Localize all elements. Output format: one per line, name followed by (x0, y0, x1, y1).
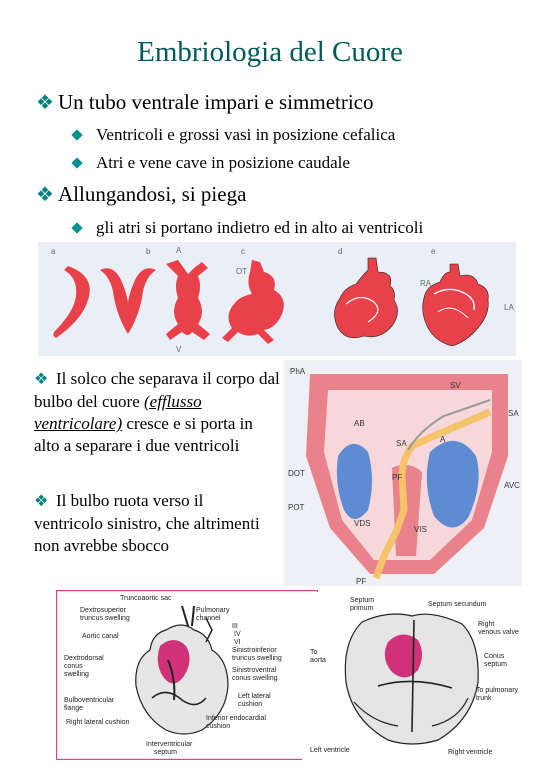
label-conus-swelling: conus swelling (232, 675, 278, 682)
label-POT: POT (288, 503, 305, 512)
panel-letter-e: e (431, 247, 436, 256)
left-text-paragraph-2 (34, 490, 272, 557)
heart-stage-a (53, 266, 89, 338)
label-conus: conus (64, 663, 83, 670)
label-venous-valve: venous valve (478, 629, 519, 636)
label-SA-inner: SA (396, 439, 407, 448)
label-septum-2: septum (484, 661, 507, 668)
label-to-pulmonary: To pulmonary (476, 687, 519, 694)
label-RA: RA (420, 279, 432, 288)
sub-bullet-1-1 (96, 123, 395, 147)
label-left-ventricle: Left ventricle (310, 747, 350, 754)
label-truncus-swelling: truncus swelling (80, 615, 130, 622)
panel-letter-d: d (338, 247, 343, 256)
label-left-lateral: Left lateral (238, 693, 271, 700)
label-SV: SV (450, 381, 461, 390)
label-channel: channel (196, 615, 221, 622)
label-inferior-endocardial: Inferior endocardial (206, 715, 266, 722)
label-V: V (176, 345, 182, 354)
label-PhA: PhA (290, 367, 306, 376)
bullet-1-text: Un tubo ventrale impari e simmetrico (58, 90, 374, 114)
heart-stage-d (222, 260, 284, 344)
label-primum: primum (350, 605, 374, 612)
label-cushion: cushion (238, 701, 263, 708)
heart-stage-b (100, 268, 156, 334)
label-truncoaortic-sac: Truncoaortic sac (120, 595, 172, 602)
sub-bullet-2-1-text: gli atri si portano indietro ed in alto ai ventricoli (96, 218, 424, 237)
label-LA: LA (504, 303, 514, 312)
bullet-2 (36, 182, 246, 207)
panel-letter-c: c (241, 247, 245, 256)
label-iv: IV (234, 631, 241, 638)
heart-stage-f (423, 264, 489, 346)
label-PF: PF (392, 473, 403, 482)
label-dextrodorsal: Dextrodorsal (64, 655, 104, 662)
label-conus: Conus (484, 653, 505, 660)
p1-before: Il solco che separava il corpo dal bulbo del cuore (34, 369, 280, 411)
label-aorta: aorta (310, 657, 326, 664)
heart-stage-c (166, 260, 210, 340)
label-OT: OT (236, 267, 248, 276)
label-right-lateral: Right lateral cushion (66, 719, 130, 726)
square-bullet-icon (71, 222, 82, 233)
p1-italic: (efflusso ventricolare) (34, 392, 202, 433)
label-right: Right (478, 621, 495, 628)
label-PF-bottom: PF (356, 577, 367, 586)
label-pulmonary: Pulmonary (196, 607, 230, 614)
sub-bullet-1-1-text: Ventricoli e grossi vasi in posizione cefalica (96, 125, 396, 144)
label-septum: Septum (350, 597, 375, 604)
p1-after: cresce e si porta in alto a separare i due ventricoli (34, 414, 253, 455)
label-truncus-swelling-2: truncus swelling (232, 655, 282, 662)
bullet-1 (36, 90, 374, 115)
label-bulboventricular: Bulboventricular (64, 697, 115, 704)
label-AB: AB (354, 419, 365, 428)
label-A: A (176, 246, 182, 255)
label-DOT: DOT (288, 469, 305, 478)
label-A: A (440, 435, 446, 444)
label-iii: III (232, 623, 238, 630)
sub-bullet-1-2 (96, 151, 350, 175)
diamond-bullet-icon: ❖ (34, 371, 49, 388)
label-SA: SA (508, 409, 519, 418)
p2-text: Il bulbo ruota verso il ventricolo sinistro, che altrimenti non avrebbe sbocco (34, 491, 260, 555)
diamond-bullet-icon: ❖ (34, 493, 49, 510)
square-bullet-icon (71, 129, 82, 140)
label-flange: flange (64, 705, 84, 712)
heart-development-stages-figure (38, 242, 516, 356)
label-cushion-2: cushion (206, 723, 231, 730)
label-trunk: trunk (476, 695, 492, 702)
ventricular-septation-figure (284, 360, 522, 586)
atrial-septation-figure (302, 592, 532, 760)
label-septum-secundum: Septum secundum (428, 601, 487, 608)
label-vi: VI (234, 639, 241, 646)
page-title: Embriologia del Cuore (137, 36, 403, 68)
label-to: To (310, 649, 318, 656)
label-VDS: VDS (354, 519, 371, 528)
label-interventricular: Interventricular (146, 741, 193, 748)
sub-bullet-1-2-text: Atri e vene cave in posizione caudale (96, 153, 350, 172)
truncus-swellings-figure (56, 590, 318, 760)
label-septum: septum (154, 749, 177, 756)
sub-bullet-2-1 (96, 216, 423, 240)
label-right-ventricle: Right ventricle (448, 749, 493, 756)
square-bullet-icon (71, 157, 82, 168)
panel-letter-a: a (51, 247, 56, 256)
label-dextrosuperior: Dextrosuperior (80, 607, 126, 614)
label-sinistroinferior: Sinistroinferior (232, 647, 277, 654)
label-aortic-canal: Aortic canal (82, 633, 119, 640)
label-sinistroventral: Sinistroventral (232, 667, 277, 674)
bullet-2-text: Allungandosi, si piega (58, 182, 247, 206)
panel-letter-b: b (146, 247, 151, 256)
label-swelling: swelling (64, 671, 89, 678)
label-AVC: AVC (504, 481, 520, 490)
label-VIS: VIS (414, 525, 427, 534)
diamond-bullet-icon: ❖ (36, 184, 54, 206)
diamond-bullet-icon: ❖ (36, 92, 54, 114)
left-text-paragraph-1 (34, 368, 282, 457)
